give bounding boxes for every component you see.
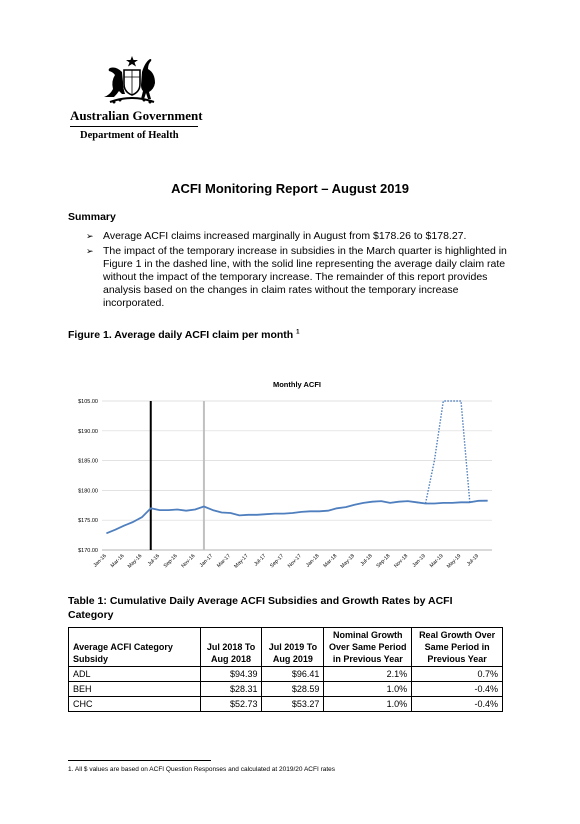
footnote-divider bbox=[68, 760, 211, 761]
column-header: Real Growth Over Same Period in Previous Year bbox=[412, 628, 503, 667]
summary-bullet-text: Average ACFI claims increased marginally in August from $178.26 to $178.27. bbox=[103, 230, 467, 242]
x-tick-label: Sep-16 bbox=[162, 553, 179, 570]
column-header: Average ACFI Category Subsidy bbox=[69, 628, 201, 667]
category-cell: BEH bbox=[69, 682, 201, 697]
arrow-bullet-icon: ➢ bbox=[86, 246, 94, 256]
value-cell: $94.39 bbox=[200, 667, 262, 682]
x-tick-label: Mar-19 bbox=[428, 553, 445, 570]
footnote-ref: 1 bbox=[296, 329, 300, 336]
x-tick-label: May-16 bbox=[126, 553, 144, 570]
x-tick-label: Jan-18 bbox=[305, 553, 321, 569]
y-tick-label: $175.00 bbox=[78, 518, 98, 525]
footnote: 1. All $ values are based on ACFI Question Responses and calculated at 2019/20 ACFI rates bbox=[68, 766, 336, 773]
value-cell: $53.27 bbox=[262, 697, 324, 712]
summary-bullet-text: The impact of the temporary increase in subsidies in the March quarter is highlighted in Figure 1 in the dashed line, with the solid line representing the average daily claim rate without the impact of the temporary increase. The remainder of this report provides analysis based on the changes in claim rates without the temporary increase incorporated. bbox=[103, 245, 507, 309]
growth-cell: 1.0% bbox=[324, 697, 412, 712]
y-tick-label: $105.00 bbox=[78, 399, 98, 405]
table-row bbox=[69, 697, 503, 712]
x-tick-label: Jul-18 bbox=[359, 553, 374, 568]
summary-heading: Summary bbox=[68, 211, 116, 223]
x-tick-label: Mar-18 bbox=[322, 553, 339, 570]
column-header: Jul 2019 To Aug 2019 bbox=[262, 628, 324, 667]
x-tick-label: Mar-16 bbox=[109, 553, 126, 570]
growth-cell: -0.4% bbox=[412, 697, 503, 712]
monthly-acfi-chart bbox=[68, 374, 508, 584]
growth-cell: 2.1% bbox=[324, 667, 412, 682]
acfi-subsidy-table bbox=[68, 627, 503, 712]
summary-bullet bbox=[86, 230, 522, 243]
category-cell: CHC bbox=[69, 697, 201, 712]
x-tick-label: Sep-17 bbox=[269, 553, 286, 570]
chart-title: Monthly ACFI bbox=[272, 380, 322, 389]
x-tick-label: May-18 bbox=[339, 553, 357, 570]
growth-cell: 0.7% bbox=[412, 667, 503, 682]
column-header: Nominal Growth Over Same Period in Previous Year bbox=[324, 628, 412, 667]
x-tick-label: Jul-17 bbox=[253, 553, 268, 568]
x-tick-label: Jan-19 bbox=[411, 553, 427, 569]
x-tick-label: May-17 bbox=[233, 553, 250, 570]
column-header: Jul 2018 To Aug 2018 bbox=[200, 628, 262, 667]
y-tick-label: $185.00 bbox=[78, 458, 98, 465]
temporary-increase-line bbox=[417, 401, 488, 504]
summary-bullet bbox=[86, 245, 522, 310]
table-title: Table 1: Cumulative Daily Average ACFI Subsidies and Growth Rates by ACFI Category bbox=[68, 595, 453, 621]
average-claim-line bbox=[106, 501, 487, 534]
header-divider bbox=[70, 126, 198, 127]
growth-cell: 1.0% bbox=[324, 682, 412, 697]
coat-of-arms-icon bbox=[100, 54, 164, 110]
figure-title-text: Figure 1. Average daily ACFI claim per month bbox=[68, 329, 294, 341]
value-cell: $28.59 bbox=[262, 682, 324, 697]
value-cell: $28.31 bbox=[200, 682, 262, 697]
summary-list bbox=[86, 230, 522, 312]
category-cell: ADL bbox=[69, 667, 201, 682]
x-tick-label: May-19 bbox=[445, 553, 463, 570]
department-name: Department of Health bbox=[80, 130, 179, 141]
x-tick-label: Jul-19 bbox=[465, 553, 481, 568]
table-row bbox=[69, 667, 503, 682]
x-tick-label: Nov-17 bbox=[286, 553, 303, 570]
x-tick-label: Jul-16 bbox=[146, 553, 162, 568]
growth-cell: -0.4% bbox=[412, 682, 503, 697]
x-tick-label: Jan-17 bbox=[198, 553, 215, 569]
x-tick-label: Jan-16 bbox=[92, 553, 108, 569]
x-tick-label: Sep-18 bbox=[375, 553, 392, 570]
y-tick-label: $170.00 bbox=[78, 548, 98, 554]
x-tick-label: Mar-17 bbox=[216, 553, 232, 570]
y-tick-label: $180.00 bbox=[78, 488, 98, 495]
x-tick-label: Nov-16 bbox=[180, 553, 197, 570]
report-title: ACFI Monitoring Report – August 2019 bbox=[171, 181, 409, 196]
arrow-bullet-icon: ➢ bbox=[86, 231, 94, 241]
value-cell: $52.73 bbox=[200, 697, 262, 712]
table-row bbox=[69, 682, 503, 697]
y-tick-label: $190.00 bbox=[78, 428, 98, 435]
x-tick-label: Nov-18 bbox=[393, 553, 410, 570]
government-name: Australian Government bbox=[70, 108, 203, 123]
table-header-row bbox=[69, 628, 503, 667]
figure-title bbox=[68, 329, 300, 341]
value-cell: $96.41 bbox=[262, 667, 324, 682]
